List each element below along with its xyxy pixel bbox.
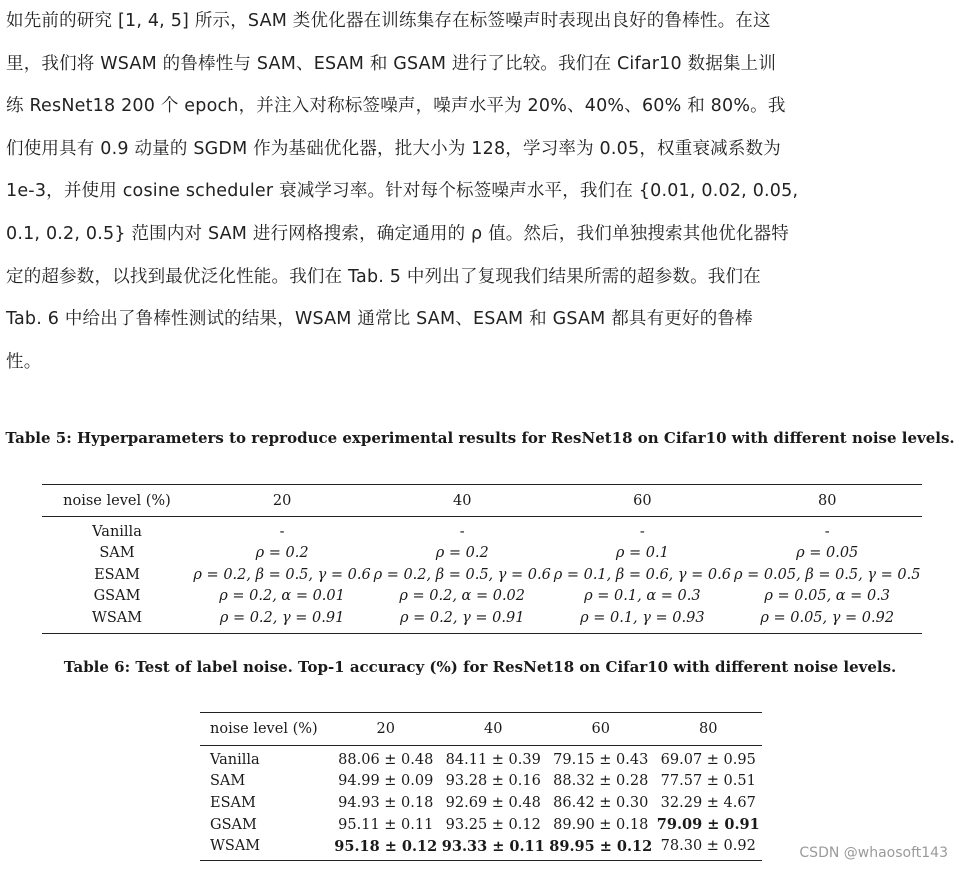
table5-method-cell: Vanilla bbox=[92, 523, 142, 540]
table6-header-cell: 20 bbox=[332, 713, 440, 746]
table5-header-cell: 40 bbox=[372, 485, 552, 517]
paragraph-line: 里，我们将 WSAM 的鲁棒性与 SAM、ESAM 和 GSAM 进行了比较。我们在 Cifar10 数据集上训 bbox=[6, 53, 777, 74]
table5-cell: ρ = 0.2, γ = 0.91 bbox=[399, 609, 525, 626]
table6-method-cell: ESAM bbox=[210, 794, 256, 811]
table6-cell: 93.28 ± 0.16 bbox=[445, 773, 541, 790]
table5-method-cell: GSAM bbox=[93, 588, 141, 605]
table6-header-cell: noise level (%) bbox=[200, 713, 332, 746]
table5-row bbox=[42, 607, 922, 633]
table5-header-cell: noise level (%) bbox=[42, 485, 192, 517]
table6-header-cell: 40 bbox=[440, 713, 548, 746]
table5-cell: ρ = 0.2, β = 0.5, γ = 0.6 bbox=[193, 566, 371, 583]
table5-row bbox=[42, 586, 922, 608]
body-paragraph bbox=[6, 0, 954, 383]
table5-cell: ρ = 0.05, β = 0.5, γ = 0.5 bbox=[733, 566, 921, 583]
table6-cell: 92.69 ± 0.48 bbox=[445, 794, 541, 811]
table5-cell: ρ = 0.2, γ = 0.91 bbox=[219, 609, 345, 626]
table5-row bbox=[42, 517, 922, 543]
table5-cell: ρ = 0.1, α = 0.3 bbox=[584, 588, 701, 605]
table6-cell: 88.32 ± 0.28 bbox=[553, 773, 649, 790]
table5-method-cell: WSAM bbox=[91, 609, 143, 626]
table6-cell: 69.07 ± 0.95 bbox=[660, 751, 756, 768]
table5-cell: ρ = 0.2 bbox=[255, 545, 309, 562]
table5-cell: - bbox=[824, 523, 830, 540]
table5-cell: - bbox=[279, 523, 285, 540]
table5-cell: ρ = 0.05, γ = 0.92 bbox=[760, 609, 895, 626]
table5-row bbox=[42, 564, 922, 586]
table5-cell: ρ = 0.05 bbox=[796, 545, 859, 562]
table6-header-row bbox=[200, 713, 762, 746]
table6-cell: 93.25 ± 0.12 bbox=[445, 816, 541, 833]
table5-cell: ρ = 0.1 bbox=[615, 545, 669, 562]
table6-cell: 84.11 ± 0.39 bbox=[445, 751, 541, 768]
table6-cell: 78.30 ± 0.92 bbox=[660, 838, 756, 855]
paragraph-line: 练 ResNet18 200 个 epoch，并注入对称标签噪声，噪声水平为 20%、40%、60% 和 80%。我 bbox=[6, 96, 786, 117]
table5-cell: ρ = 0.2, α = 0.02 bbox=[399, 588, 526, 605]
table5-cell: ρ = 0.2, α = 0.01 bbox=[219, 588, 345, 605]
table6-row bbox=[200, 835, 762, 860]
table6-cell: 94.99 ± 0.09 bbox=[338, 773, 434, 790]
table6-cell: 89.90 ± 0.18 bbox=[553, 816, 649, 833]
table5-cell: ρ = 0.2, β = 0.5, γ = 0.6 bbox=[373, 566, 551, 583]
table6-header-cell: 80 bbox=[655, 713, 763, 746]
table5-header-cell: 60 bbox=[552, 485, 732, 517]
table6-cell-best: 89.95 ± 0.12 bbox=[549, 837, 653, 855]
table5-row bbox=[42, 543, 922, 565]
table5-header-row bbox=[42, 485, 922, 517]
table6-method-cell: SAM bbox=[210, 773, 246, 790]
paragraph-line: 如先前的研究 [1, 4, 5] 所示，SAM 类优化器在训练集存在标签噪声时表现出良好的鲁棒性。在这 bbox=[6, 11, 771, 31]
table6-cell: 79.15 ± 0.43 bbox=[553, 751, 649, 768]
table5-method-cell: ESAM bbox=[94, 566, 140, 583]
table5-header-cell: 20 bbox=[192, 485, 372, 517]
table6-cell: 88.06 ± 0.48 bbox=[338, 751, 434, 768]
table6-method-cell: Vanilla bbox=[210, 751, 260, 768]
table6-method-cell: WSAM bbox=[210, 838, 261, 855]
table6-cell: 32.29 ± 4.67 bbox=[660, 794, 756, 811]
table6-caption: Table 6: Test of label noise. Top-1 accuracy (%) for ResNet18 on Cifar10 with different noise levels. bbox=[63, 658, 897, 676]
csdn-watermark: CSDN @whaosoft143 bbox=[799, 845, 948, 861]
table5-cell: ρ = 0.1, β = 0.6, γ = 0.6 bbox=[553, 566, 731, 583]
paragraph-line: 0.1, 0.2, 0.5} 范围内对 SAM 进行网格搜索，确定通用的 ρ 值。然后，我们单独搜索其他优化器特 bbox=[6, 223, 790, 244]
table6-row bbox=[200, 814, 762, 836]
table6-header-cell: 60 bbox=[547, 713, 655, 746]
table6-row bbox=[200, 746, 762, 771]
table5-cell: ρ = 0.2 bbox=[435, 545, 489, 562]
table5-hyperparameters bbox=[42, 484, 922, 634]
table6-row bbox=[200, 792, 762, 814]
table6-cell-best: 95.18 ± 0.12 bbox=[334, 837, 438, 855]
table6-cell: 95.11 ± 0.11 bbox=[338, 816, 434, 833]
table6-cell-best: 79.09 ± 0.91 bbox=[656, 816, 760, 834]
table5-header-cell: 80 bbox=[732, 485, 922, 517]
paragraph-line: 定的超参数，以找到最优泛化性能。我们在 Tab. 5 中列出了复现我们结果所需的超参数。我们在 bbox=[6, 266, 761, 287]
table6-cell: 94.93 ± 0.18 bbox=[338, 794, 434, 811]
paragraph-line: Tab. 6 中给出了鲁棒性测试的结果，WSAM 通常比 SAM、ESAM 和 GSAM 都具有更好的鲁棒 bbox=[6, 309, 753, 330]
table6-cell: 77.57 ± 0.51 bbox=[660, 773, 756, 790]
paragraph-line: 性。 bbox=[6, 351, 42, 372]
table6-label-noise-accuracy bbox=[200, 712, 762, 861]
table6-method-cell: GSAM bbox=[210, 816, 257, 833]
table5-method-cell: SAM bbox=[99, 545, 135, 562]
table6-cell: 86.42 ± 0.30 bbox=[553, 794, 649, 811]
table5-cell: - bbox=[639, 523, 645, 540]
table6-row bbox=[200, 771, 762, 793]
table5-cell: ρ = 0.05, α = 0.3 bbox=[764, 588, 891, 605]
table5-caption: Table 5: Hyperparameters to reproduce experimental results for ResNet18 on Cifar10 with different noise levels. bbox=[5, 429, 955, 447]
table5-cell: ρ = 0.1, γ = 0.93 bbox=[580, 609, 705, 626]
paragraph-line: 们使用具有 0.9 动量的 SGDM 作为基础优化器，批大小为 128，学习率为 0.05，权重衰减系数为 bbox=[6, 138, 781, 159]
table6-cell-best: 93.33 ± 0.11 bbox=[441, 837, 545, 855]
table5-cell: - bbox=[459, 523, 465, 540]
paragraph-line: 1e-3，并使用 cosine scheduler 衰减学习率。针对每个标签噪声水平，我们在 {0.01, 0.02, 0.05, bbox=[6, 181, 799, 202]
